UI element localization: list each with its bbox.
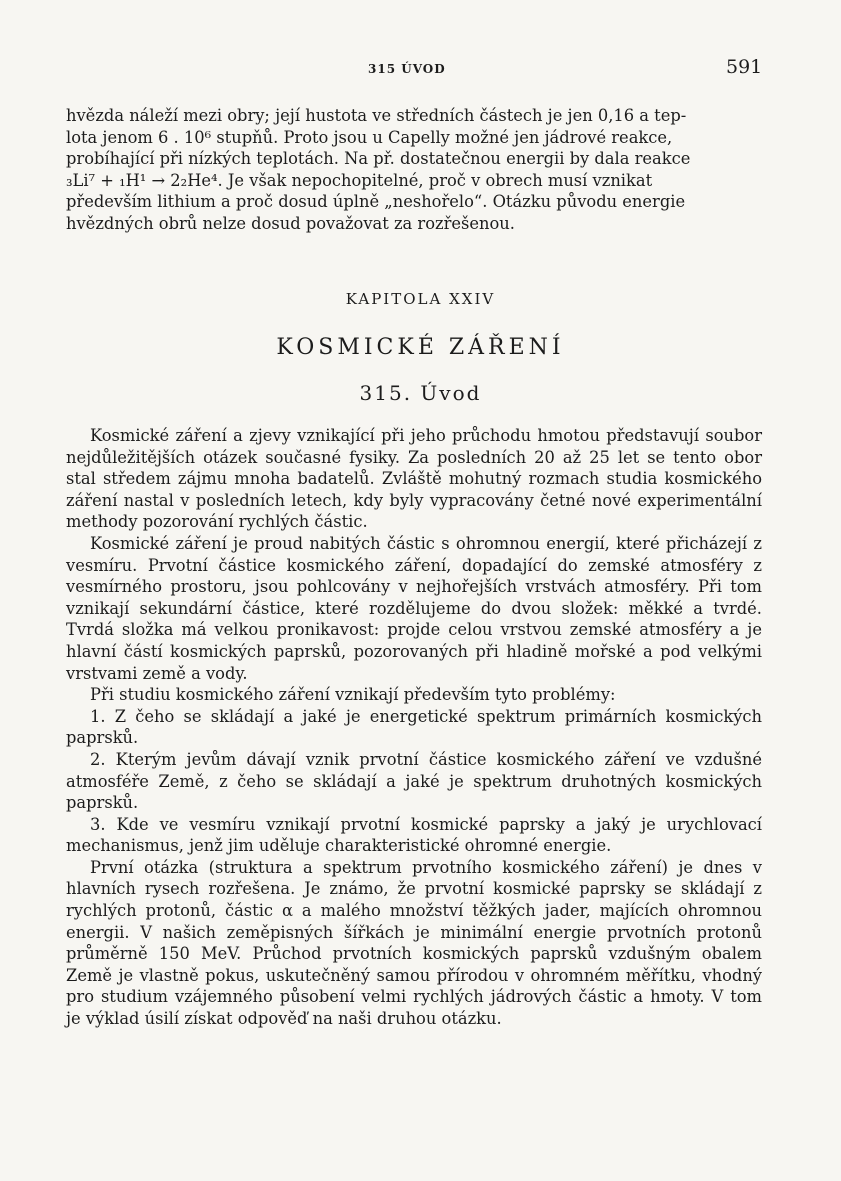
intro-line: hvězdných obrů nelze dosud považovat za rozřešenou. <box>66 213 515 233</box>
paragraph: Kosmické záření je proud nabitých částic s ohromnou energií, které přicházejí z vesmíru. Prvotní částice kosmického záření, dopadající do zemské atmosféry z vesmírného prostoru, jsou pohlcovány v nejhořejších vrstvách atmosféry. Při tom vznikají sekundární částice, které rozdělujeme do dvou složek: měkké a tvrdé. Tvrdá složka má velkou pronikavost: projde celou vrstvou zemské atmosféry a je hlavní částí kosmických paprsků, pozorovaných při hladině mořské a pod velkými vrstvami země a vody. <box>66 533 762 683</box>
intro-line: především lithium a proč dosud úplně „neshořelo“. Otázku původu energie <box>66 192 686 212</box>
intro-line-rest: Je však nepochopitelné, proč v obrech musí vznikat <box>222 170 653 190</box>
paragraph: Při studiu kosmického záření vznikají především tyto problémy: <box>90 685 616 705</box>
page-number: 591 <box>726 56 763 78</box>
chapter-title: KOSMICKÉ ZÁŘENÍ <box>276 335 565 360</box>
main-text <box>66 425 762 1030</box>
intro-line: hvězda náleží mezi obry; její hustota ve středních částech je jen 0,16 a tep- <box>66 106 687 125</box>
running-head: 315 ÚVOD <box>368 62 446 76</box>
section-title: 315. Úvod <box>359 381 482 405</box>
paragraph: Kosmické záření a zjevy vznikající při jeho průchodu hmotou představují soubor nejdůležitějších otázek současné fysiky. Za posledních 20 až 25 let se tento obor stal středem zájmu mnoha badatelů. Zvláště mohutný rozmach studia kosmického záření nastal v posledních letech, kdy byly vypracovány četné nové experimentální methody pozorování rychlých částic. <box>66 426 762 532</box>
list-item: 2. Kterým jevům dávají vznik prvotní částice kosmického záření ve vzdušné atmosféře Země, z čeho se skládají a jaké je spektrum druhotných kosmických paprsků. <box>66 749 762 813</box>
nuclear-reaction: ₃Li⁷ + ₁H¹ → 2₂He⁴. <box>66 170 223 190</box>
intro-line <box>66 170 758 192</box>
intro-line: probíhající při nízkých teplotách. Na př. dostatečnou energii by dala reakce <box>66 149 691 169</box>
paragraph: První otázka (struktura a spektrum prvotního kosmického záření) je dnes v hlavních rysech rozřešena. Je známo, že prvotní kosmické paprsky se skládají z rychlých protonů, částic α a malého množství těžkých jader, majících ohromnou energii. V našich zeměpisných šířkách je minimální energie prvotních protonů průměrně 150 MeV. Průchod prvotních kosmických paprsků vzdušným obalem Země je vlastně pokus, uskutečněný samou přírodou v ohromném měřítku, vhodný pro studium vzájemného působení velmi rychlých jádrových částic a hmoty. V tom je výklad úsilí získat odpověď na naši druhou otázku. <box>66 857 762 1029</box>
intro-paragraph <box>66 105 758 235</box>
intro-line: lota jenom 6 . 10⁶ stupňů. Proto jsou u Capelly možné jen jádrové reakce, <box>66 127 673 147</box>
list-item: 3. Kde ve vesmíru vznikají prvotní kosmické paprsky a jaký je urychlovací mechanismus, jenž jim uděluje charakteristické ohromné energie. <box>66 814 762 856</box>
list-item: 1. Z čeho se skládají a jaké je energetické spektrum primárních kosmických paprsků. <box>66 706 762 748</box>
chapter-label: KAPITOLA XXIV <box>345 290 496 308</box>
